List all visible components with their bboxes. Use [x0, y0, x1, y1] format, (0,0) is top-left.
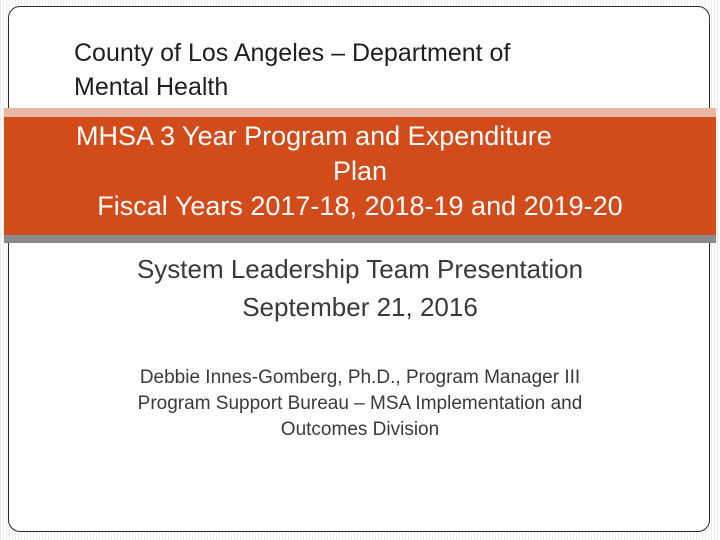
org-title-line-1: County of Los Angeles – Department of — [74, 39, 511, 67]
main-title-line-1: MHSA 3 Year Program and Expenditure — [76, 121, 552, 151]
org-title-line-2: Mental Health — [74, 73, 229, 101]
presentation-subtitle — [4, 250, 716, 326]
organization-title — [74, 36, 694, 104]
subtitle-line-1: System Leadership Team Presentation — [136, 254, 584, 284]
subtitle-date: September 21, 2016 — [242, 292, 478, 322]
presenter-name: Debbie Innes-Gomberg, Ph.D., Program Manager III — [139, 367, 581, 388]
presenter-bureau: Program Support Bureau – MSA Implementation and — [137, 393, 583, 414]
title-band-top-strip — [4, 108, 716, 117]
title-band-bottom-strip — [4, 235, 716, 243]
main-title-line-2: Plan — [332, 156, 388, 186]
presenter-division: Outcomes Division — [280, 419, 440, 440]
main-title-line-3: Fiscal Years 2017-18, 2018-19 and 2019-20 — [97, 191, 623, 221]
main-title — [4, 119, 716, 224]
presenter-info — [4, 365, 716, 443]
